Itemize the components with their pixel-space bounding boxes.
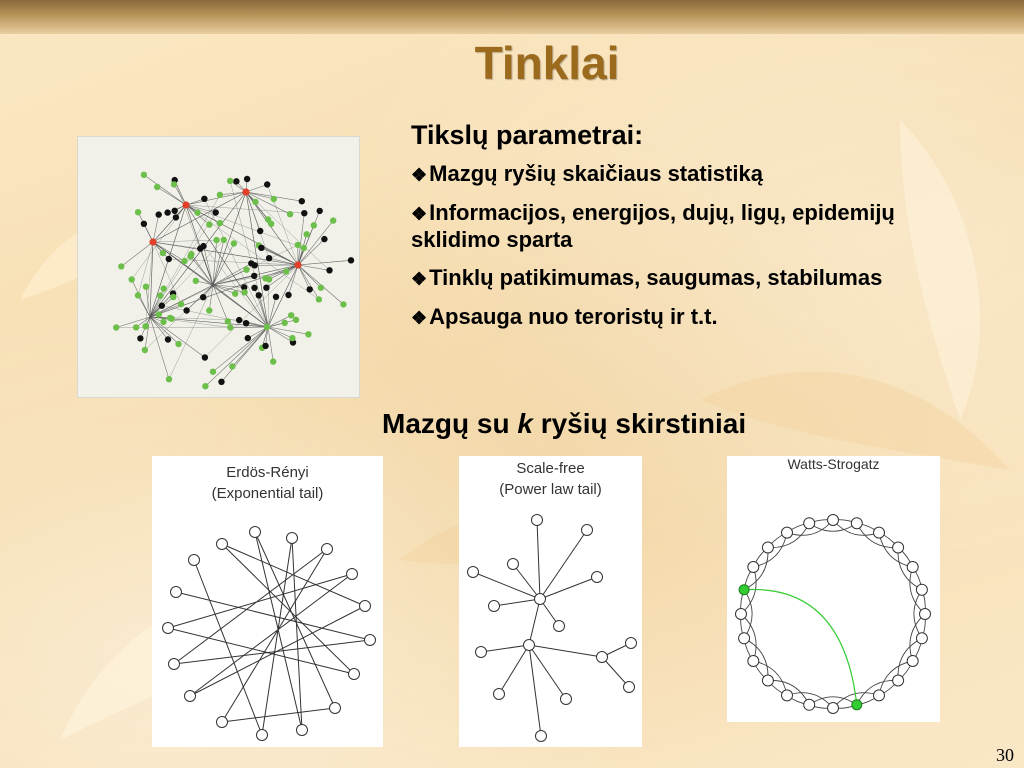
graph-edge bbox=[602, 657, 629, 687]
graph-node bbox=[217, 717, 228, 728]
network-node bbox=[141, 221, 147, 227]
network-edge bbox=[222, 327, 269, 382]
network-node bbox=[178, 301, 184, 307]
graph-edge bbox=[222, 544, 365, 606]
network-edge bbox=[298, 260, 351, 265]
graph-node bbox=[217, 539, 228, 550]
diamond-bullet-icon: ❖ bbox=[411, 204, 428, 224]
network-node bbox=[133, 324, 139, 330]
graph-node bbox=[828, 515, 839, 526]
network-edge bbox=[204, 199, 268, 327]
parameters-list bbox=[411, 161, 931, 331]
network-node bbox=[257, 228, 263, 234]
graph-node bbox=[893, 675, 904, 686]
graph-node bbox=[624, 682, 635, 693]
erdos-renyi-caption: Erdös-Rényi (Exponential tail) bbox=[211, 464, 324, 502]
network-edge bbox=[153, 240, 217, 242]
graph-node bbox=[748, 656, 759, 667]
network-node bbox=[225, 318, 231, 324]
network-node bbox=[187, 253, 193, 259]
network-node bbox=[285, 292, 291, 298]
network-node bbox=[305, 331, 311, 337]
network-node bbox=[217, 220, 223, 226]
network-node bbox=[243, 320, 249, 326]
graph-node bbox=[804, 518, 815, 529]
watts-strogatz-diagram bbox=[727, 456, 940, 722]
network-hub bbox=[294, 261, 301, 268]
graph-node bbox=[169, 659, 180, 670]
graph-edge bbox=[176, 592, 370, 640]
network-node bbox=[206, 221, 212, 227]
network-node bbox=[221, 237, 227, 243]
graph-node bbox=[524, 640, 535, 651]
network-node bbox=[213, 237, 219, 243]
graph-node bbox=[626, 638, 637, 649]
network-node bbox=[265, 216, 271, 222]
network-node bbox=[289, 335, 295, 341]
list-item: ❖Mazgų ryšių skaičiaus statistiką bbox=[411, 161, 763, 186]
network-edge bbox=[153, 215, 159, 242]
graph-node bbox=[171, 587, 182, 598]
network-node bbox=[142, 323, 148, 329]
network-node bbox=[160, 319, 166, 325]
network-edge bbox=[186, 205, 304, 213]
graph-node bbox=[893, 542, 904, 553]
graph-edge bbox=[481, 645, 529, 652]
graph-node bbox=[257, 730, 268, 741]
network-node bbox=[164, 209, 170, 215]
graph-node bbox=[582, 525, 593, 536]
network-node bbox=[299, 198, 305, 204]
network-node bbox=[113, 324, 119, 330]
graph-node bbox=[476, 647, 487, 658]
graph-node bbox=[907, 562, 918, 573]
graph-edge bbox=[529, 645, 602, 657]
network-node bbox=[157, 292, 163, 298]
graph-node bbox=[804, 699, 815, 710]
graph-node bbox=[535, 594, 546, 605]
graph-node bbox=[297, 725, 308, 736]
network-node bbox=[142, 347, 148, 353]
network-node bbox=[173, 214, 179, 220]
graph-node bbox=[189, 555, 200, 566]
graph-node bbox=[250, 527, 261, 538]
graph-node bbox=[360, 601, 371, 612]
network-node bbox=[166, 256, 172, 262]
network-node bbox=[213, 209, 219, 215]
network-edge bbox=[162, 306, 268, 327]
scale-free-diagram bbox=[459, 456, 642, 747]
network-edge bbox=[246, 192, 268, 220]
shortcut-edge bbox=[744, 589, 857, 704]
graph-node bbox=[322, 544, 333, 555]
graph-node bbox=[916, 584, 927, 595]
network-node bbox=[137, 335, 143, 341]
network-node bbox=[141, 172, 147, 178]
graph-node bbox=[330, 703, 341, 714]
graph-node bbox=[287, 533, 298, 544]
graph-edge bbox=[499, 645, 529, 694]
network-node bbox=[283, 268, 289, 274]
graph-node bbox=[762, 675, 773, 686]
network-node bbox=[206, 307, 212, 313]
watts-strogatz-caption: Watts-Strogatz bbox=[787, 456, 880, 472]
distributions-heading: Mazgų su k ryšių skirstiniai bbox=[382, 408, 747, 439]
network-edge bbox=[186, 205, 319, 299]
network-node bbox=[245, 335, 251, 341]
network-node bbox=[118, 263, 124, 269]
network-node bbox=[244, 176, 250, 182]
graph-edge bbox=[529, 645, 541, 736]
network-edge bbox=[144, 175, 186, 205]
network-node bbox=[256, 292, 262, 298]
network-node bbox=[167, 315, 173, 321]
network-node bbox=[135, 209, 141, 215]
graph-node bbox=[349, 669, 360, 680]
graph-edge bbox=[537, 520, 540, 599]
network-node bbox=[241, 289, 247, 295]
network-node bbox=[210, 369, 216, 375]
network-node bbox=[202, 383, 208, 389]
network-edge bbox=[205, 327, 268, 386]
network-node bbox=[288, 312, 294, 318]
watts-strogatz-graph bbox=[727, 456, 940, 722]
list-item: ❖Apsauga nuo teroristų ir t.t. bbox=[411, 304, 718, 329]
network-edge bbox=[268, 315, 291, 327]
network-node bbox=[201, 196, 207, 202]
network-node bbox=[217, 192, 223, 198]
graph-node bbox=[782, 527, 793, 538]
graph-node bbox=[739, 633, 750, 644]
network-node bbox=[166, 376, 172, 382]
network-node bbox=[251, 285, 257, 291]
graph-node bbox=[916, 633, 927, 644]
network-node bbox=[262, 275, 268, 281]
graph-edge bbox=[540, 577, 597, 599]
parameters-heading: Tikslų parametrai: bbox=[411, 120, 644, 150]
network-node bbox=[348, 257, 354, 263]
network-edge bbox=[268, 265, 298, 327]
network-node bbox=[231, 240, 237, 246]
network-node bbox=[262, 343, 268, 349]
network-node bbox=[143, 284, 149, 290]
graph-node bbox=[489, 601, 500, 612]
network-node bbox=[156, 211, 162, 217]
network-node bbox=[229, 363, 235, 369]
network-node bbox=[181, 258, 187, 264]
graph-edge bbox=[255, 532, 335, 708]
network-node bbox=[311, 222, 317, 228]
network-node bbox=[317, 208, 323, 214]
network-edge bbox=[187, 285, 213, 311]
network-edge bbox=[213, 272, 286, 286]
graph-node bbox=[782, 690, 793, 701]
network-edge bbox=[186, 205, 304, 248]
network-node bbox=[340, 301, 346, 307]
slide-title: Tinklai bbox=[474, 37, 620, 89]
network-node bbox=[193, 278, 199, 284]
network-node bbox=[264, 324, 270, 330]
diamond-bullet-icon: ❖ bbox=[411, 308, 428, 328]
graph-node bbox=[468, 567, 479, 578]
graph-node bbox=[736, 609, 747, 620]
diamond-bullet-icon: ❖ bbox=[411, 165, 428, 185]
graph-edge bbox=[494, 599, 540, 606]
network-node bbox=[273, 294, 279, 300]
network-node bbox=[258, 245, 264, 251]
network-edge bbox=[205, 265, 298, 358]
graph-node bbox=[748, 562, 759, 573]
network-node bbox=[218, 379, 224, 385]
network-node bbox=[243, 267, 249, 273]
network-hub bbox=[149, 238, 156, 245]
network-node bbox=[248, 260, 254, 266]
network-edge bbox=[150, 242, 153, 317]
network-node bbox=[154, 184, 160, 190]
graph-node bbox=[347, 569, 358, 580]
network-photo bbox=[77, 136, 360, 398]
graph-node bbox=[874, 690, 885, 701]
graph-edge bbox=[222, 708, 335, 722]
graph-node bbox=[907, 656, 918, 667]
network-node bbox=[194, 209, 200, 215]
highlighted-node bbox=[739, 585, 749, 595]
graph-node bbox=[561, 694, 572, 705]
network-node bbox=[161, 285, 167, 291]
network-node bbox=[200, 294, 206, 300]
network-node bbox=[175, 341, 181, 347]
network-node bbox=[129, 276, 135, 282]
graph-node bbox=[920, 609, 931, 620]
network-hub bbox=[182, 201, 189, 208]
network-node bbox=[170, 294, 176, 300]
graph-node bbox=[554, 621, 565, 632]
graph-node bbox=[597, 652, 608, 663]
network-hub bbox=[242, 188, 249, 195]
network-graph-image bbox=[78, 137, 359, 397]
network-edge bbox=[121, 242, 153, 266]
top-banner bbox=[0, 0, 1024, 34]
network-node bbox=[271, 196, 277, 202]
graph-node bbox=[536, 731, 547, 742]
network-node bbox=[200, 243, 206, 249]
list-item: ❖Informacijos, energijos, dujų, ligų, epidemijų sklidimo sparta bbox=[411, 200, 895, 252]
network-node bbox=[251, 273, 257, 279]
graph-edge bbox=[194, 560, 262, 735]
diamond-bullet-icon: ❖ bbox=[411, 269, 428, 289]
parameters-block bbox=[411, 116, 931, 343]
network-node bbox=[159, 303, 165, 309]
graph-edge bbox=[255, 532, 302, 730]
network-node bbox=[172, 208, 178, 214]
network-node bbox=[318, 285, 324, 291]
network-edge bbox=[268, 327, 273, 362]
graph-node bbox=[494, 689, 505, 700]
network-node bbox=[266, 255, 272, 261]
erdos-renyi-diagram bbox=[152, 456, 383, 747]
network-node bbox=[165, 336, 171, 342]
network-node bbox=[227, 324, 233, 330]
network-edge bbox=[268, 297, 276, 327]
graph-node bbox=[592, 572, 603, 583]
graph-edge bbox=[529, 599, 540, 645]
graph-node bbox=[828, 703, 839, 714]
network-node bbox=[160, 250, 166, 256]
network-node bbox=[301, 245, 307, 251]
graph-node bbox=[762, 542, 773, 553]
highlighted-node bbox=[852, 700, 862, 710]
graph-node bbox=[874, 527, 885, 538]
network-node bbox=[307, 286, 313, 292]
page-number: 30 bbox=[996, 745, 1014, 765]
network-node bbox=[326, 267, 332, 273]
network-node bbox=[263, 285, 269, 291]
network-node bbox=[293, 317, 299, 323]
graph-node bbox=[508, 559, 519, 570]
network-edge bbox=[186, 192, 246, 205]
network-edge bbox=[268, 327, 292, 338]
network-node bbox=[264, 181, 270, 187]
network-node bbox=[282, 320, 288, 326]
network-node bbox=[236, 317, 242, 323]
list-item: ❖Tinklų patikimumas, saugumas, stabilumas bbox=[411, 265, 883, 290]
network-node bbox=[301, 210, 307, 216]
network-node bbox=[135, 292, 141, 298]
network-node bbox=[171, 181, 177, 187]
graph-node bbox=[163, 623, 174, 634]
network-node bbox=[295, 242, 301, 248]
network-node bbox=[330, 217, 336, 223]
graph-edge bbox=[540, 530, 587, 599]
network-node bbox=[156, 311, 162, 317]
network-edge bbox=[213, 270, 247, 285]
graph-node bbox=[851, 518, 862, 529]
network-node bbox=[233, 178, 239, 184]
network-node bbox=[270, 358, 276, 364]
graph-edge bbox=[168, 628, 354, 674]
scale-free-caption: Scale-free (Power law tail) bbox=[499, 460, 602, 498]
network-edge bbox=[153, 192, 246, 242]
graph-node bbox=[365, 635, 376, 646]
network-node bbox=[227, 178, 233, 184]
graph-node bbox=[185, 691, 196, 702]
graph-node bbox=[532, 515, 543, 526]
network-node bbox=[287, 211, 293, 217]
network-edge bbox=[230, 181, 268, 327]
network-node bbox=[202, 354, 208, 360]
network-node bbox=[316, 296, 322, 302]
network-node bbox=[183, 307, 189, 313]
network-node bbox=[321, 236, 327, 242]
network-node bbox=[232, 291, 238, 297]
network-node bbox=[304, 231, 310, 237]
network-node bbox=[252, 199, 258, 205]
graph-edge bbox=[292, 538, 302, 730]
